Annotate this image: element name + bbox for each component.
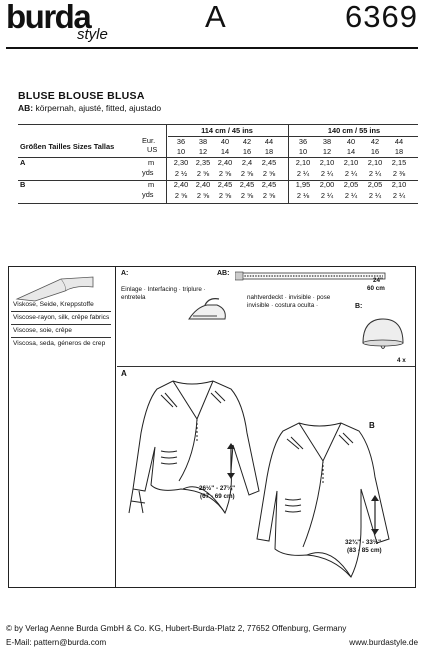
sizes-label: Größen Tailles Sizes Tallas [20,142,115,151]
a-meters-4: 2,45 [261,158,277,167]
a-yards-6: 2 ¼ [320,169,334,178]
zipper-text: nahtverdeckt · invisible · pose invisible · costura oculta · [247,294,331,309]
eur-label: Eur. [142,136,156,145]
b-yards-4: 2 ⅝ [262,191,276,200]
us-size-4: 18 [264,147,274,156]
us-size-8: 16 [370,147,380,156]
a-meters-1: 2,35 [195,158,211,167]
us-size-0: 10 [176,147,186,156]
unit-yds-b: yds [142,190,154,199]
b-meters-8: 2,05 [367,180,383,189]
table-row-us [18,145,418,156]
yardage-table [18,124,418,200]
view-letter: A [205,0,226,34]
a-meters-9: 2,15 [391,158,407,167]
us-size-2: 14 [220,147,230,156]
b-yards-6: 2 ¼ [320,191,334,200]
b-meters-4: 2,45 [261,180,277,189]
a-meters-2: 2,40 [217,158,233,167]
b-yards-0: 2 ⅝ [174,191,188,200]
eur-size-9: 44 [394,137,404,146]
footer-email[interactable]: E-Mail: pattern@burda.com [6,638,107,647]
fabric-width-1: 114 cm / 45 ins [201,126,253,135]
view-a-illustration-label: A [121,369,127,378]
eur-size-1: 38 [198,137,208,146]
a-yards-2: 2 ⅝ [218,169,232,178]
us-size-5: 10 [298,147,308,156]
us-size-7: 14 [346,147,356,156]
eur-size-2: 40 [220,137,230,146]
b-yards-2: 2 ⅝ [218,191,232,200]
brand-logo: burda [6,0,91,35]
us-size-1: 12 [198,147,208,156]
a-yards-9: 2 ⅜ [392,169,406,178]
a-meters-8: 2,10 [367,158,383,167]
b-meters-3: 2,45 [239,180,255,189]
a-meters-0: 2,30 [173,158,189,167]
unit-m-b: m [148,180,155,189]
eur-size-7: 40 [346,137,356,146]
b-meters-0: 2,40 [173,180,189,189]
table-row-a-yds [18,167,418,178]
notions-ab-label: AB: [217,270,230,277]
b-meters-5: 1,95 [295,180,311,189]
footer-website[interactable]: www.burdastyle.de [349,638,418,647]
length-b-cm: (83 - 85 cm) [347,547,382,554]
subtitle-text: körpernah, ajusté, fitted, ajustado [33,103,162,113]
zipper-icon [235,269,395,283]
a-yards-0: 2 ½ [174,169,188,178]
brand-sub: style [77,26,108,43]
a-meters-6: 2,10 [319,158,335,167]
b-yards-9: 2 ¼ [392,191,406,200]
view-b-illustration-label: B [369,421,375,430]
button-qty: 4 x [397,357,406,364]
b-meters-6: 2,00 [319,180,335,189]
table-row-b-yds [18,189,418,200]
b-meters-2: 2,45 [217,180,233,189]
length-a-cm: (67 - 69 cm) [200,493,235,500]
eur-size-6: 38 [322,137,332,146]
eur-size-3: 42 [242,137,252,146]
length-arrow-a-icon [225,441,237,481]
button-icon [359,313,409,353]
b-meters-9: 2,10 [391,180,407,189]
fabric-swatch-icon [15,273,95,303]
blouse-b-drawing [247,417,407,587]
eur-size-0: 36 [176,137,186,146]
eur-size-8: 42 [370,137,380,146]
us-size-3: 16 [242,147,252,156]
eur-size-5: 36 [298,137,308,146]
notions-a-label: A: [121,270,129,277]
a-yards-7: 2 ¼ [344,169,358,178]
length-b-in: 32¾" - 33½" [345,539,382,546]
a-yards-3: 2 ⅝ [240,169,254,178]
fabric-de: Viskose, Seide, Kreppstoffe [13,301,94,308]
a-yards-5: 2 ¼ [296,169,310,178]
subtitle-prefix: AB: [18,103,34,113]
b-yards-8: 2 ¼ [368,191,382,200]
copyright: © by Verlag Aenne Burda GmbH & Co. KG, Hubert-Burda-Platz 2, 77652 Offenburg, Germany [6,624,347,633]
notions-b-label: B: [355,303,363,310]
b-meters-7: 2,05 [343,180,359,189]
length-arrow-b-icon [369,493,381,537]
fabric-fr: Viscose, soie, crêpe [13,327,72,334]
iron-icon [183,295,233,325]
unit-yds: yds [142,168,154,177]
unit-m: m [148,158,155,167]
b-yards-5: 2 ⅛ [296,191,310,200]
a-yards-1: 2 ⅝ [196,169,210,178]
view-b-label: B [20,180,26,189]
table-row-a-m [18,156,418,167]
b-yards-3: 2 ⅝ [240,191,254,200]
pattern-number: 6369 [345,0,418,34]
eur-size-4: 44 [264,137,274,146]
us-size-9: 18 [394,147,404,156]
table-row-b-m [18,178,418,189]
a-meters-5: 2,10 [295,158,311,167]
us-size-6: 12 [322,147,332,156]
zipper-length-in: 24" [373,277,383,284]
b-yards-7: 2 ¼ [344,191,358,200]
a-meters-7: 2,10 [343,158,359,167]
materials-box [8,266,416,588]
header [0,0,424,52]
table-row-widths [18,124,418,135]
b-yards-1: 2 ⅝ [196,191,210,200]
view-a-label: A [20,158,26,167]
length-a-in: 26½" - 27¼" [199,485,236,492]
fabric-es: Viscosa, seda, géneros de crep [13,340,106,347]
zipper-length-cm: 60 cm [367,285,385,292]
fabric-width-2: 140 cm / 55 ins [327,126,381,135]
b-meters-1: 2,40 [195,180,211,189]
fabric-en: Viscose-rayon, silk, crêpe fabrics [13,314,110,321]
garment-title: BLUSE BLOUSE BLUSA [18,90,145,102]
us-label: US [147,145,158,154]
a-meters-3: 2,4 [241,158,253,167]
a-yards-4: 2 ⅝ [262,169,276,178]
a-yards-8: 2 ¼ [368,169,382,178]
header-rule [6,47,418,49]
interfacing-text: Einlage · Interfacing · triplure · entretela [121,286,206,301]
garment-subtitle [18,103,161,113]
